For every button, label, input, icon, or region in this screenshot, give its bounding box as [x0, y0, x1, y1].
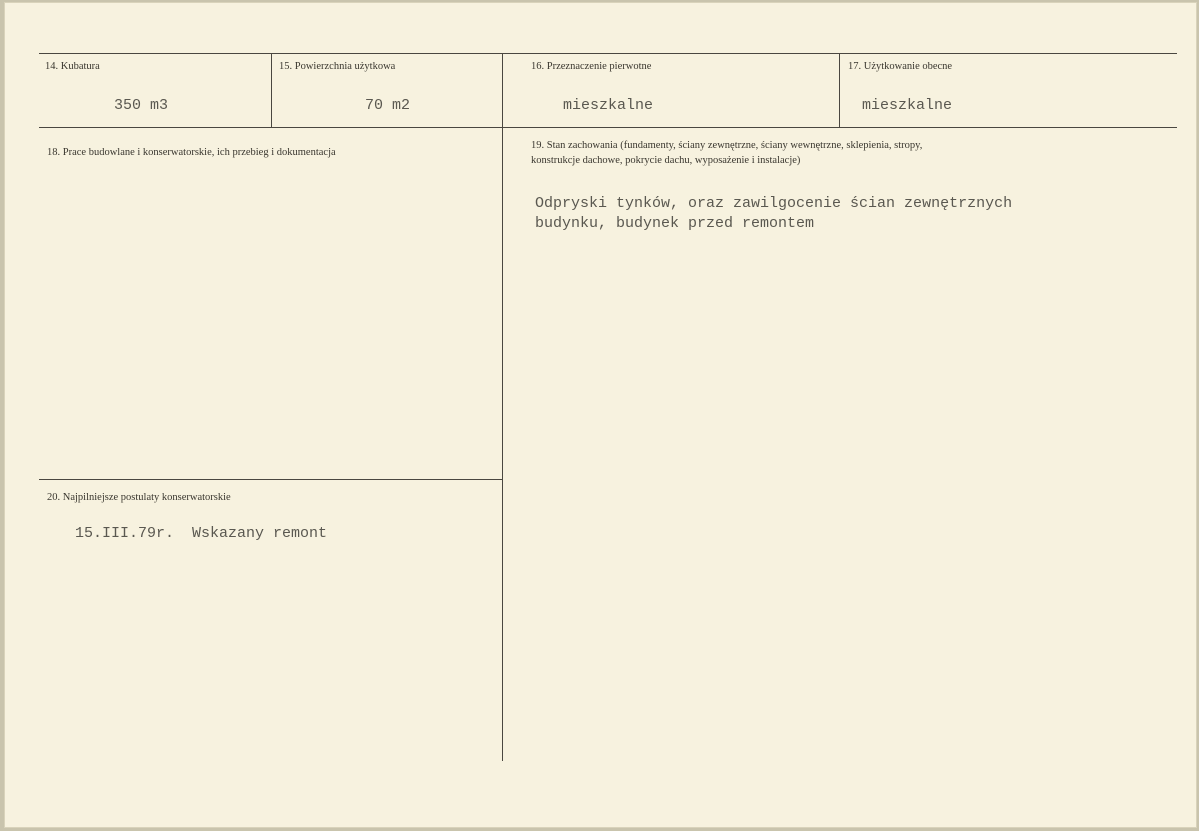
field-18-label: 18. Prace budowlane i konserwatorskie, ich przebieg i dokumentacja: [47, 147, 336, 158]
field-19-value-line-2: budynku, budynek przed remontem: [535, 215, 815, 232]
top-rule: [39, 53, 1177, 54]
section-20-divider: [39, 479, 502, 480]
field-17-label: 17. Użytkowanie obecne: [848, 61, 953, 72]
field-20-value: 15.III.79r. Wskazany remont: [75, 525, 328, 542]
field-17-value: mieszkalne: [862, 97, 953, 114]
field-14-label: 14. Kubatura: [45, 61, 100, 72]
field-16-value: mieszkalne: [563, 97, 654, 114]
col-divider-16-17: [839, 53, 840, 127]
field-20-label: 20. Najpilniejsze postulaty konserwatorskie: [47, 492, 231, 503]
field-15-value: 70 m2: [365, 97, 411, 114]
field-16-label: 16. Przeznaczenie pierwotne: [531, 61, 652, 72]
field-14-value: 350 m3: [114, 97, 169, 114]
record-card: [4, 2, 1197, 828]
field-19-label-line-1: 19. Stan zachowania (fundamenty, ściany zewnętrzne, ściany wewnętrzne, sklepienia, stropy,: [531, 140, 923, 151]
col-divider-14-15: [271, 53, 272, 127]
field-19-label-line-2: konstrukcje dachowe, pokrycie dachu, wyposażenie i instalacje): [531, 155, 801, 166]
col-divider-15-16: [502, 53, 503, 761]
field-19-value-line-1: Odpryski tynków, oraz zawilgocenie ścian zewnętrznych: [535, 195, 1013, 212]
row-divider: [39, 127, 1177, 128]
field-15-label: 15. Powierzchnia użytkowa: [279, 61, 396, 72]
